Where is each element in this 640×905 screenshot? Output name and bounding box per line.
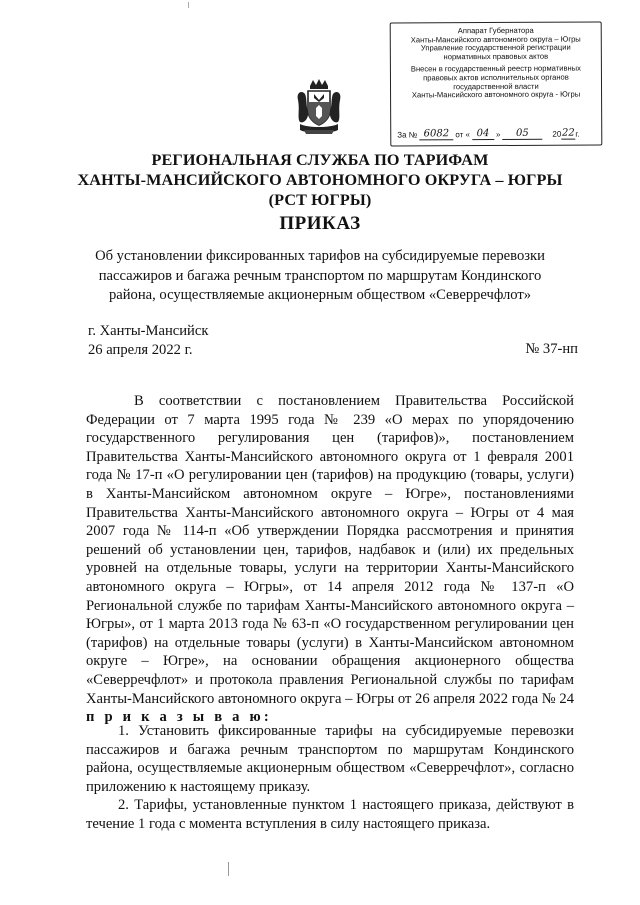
- stamp-from: от «: [455, 130, 470, 140]
- subject-line: района, осуществляемые акционерным обществом «Северречфлот»: [108, 287, 532, 303]
- stamp-reg-prefix: За №: [397, 130, 418, 140]
- order-subject: [78, 247, 562, 306]
- stamp-reg-number: 6082: [419, 129, 453, 140]
- stamp-line: Ханты-Мансийского автономного округа – Югры: [410, 34, 581, 45]
- registration-stamp: [390, 21, 603, 146]
- agency-name-line-1: РЕГИОНАЛЬНАЯ СЛУЖБА ПО ТАРИФАМ: [151, 151, 489, 169]
- stamp-line: Внесен в государственный реестр нормативных: [410, 63, 581, 74]
- stamp-line: государственной власти: [453, 81, 539, 91]
- stamp-line: Аппарат Губернатора: [457, 25, 534, 36]
- stamp-line: нормативных правовых актов: [443, 51, 549, 62]
- scan-mark: [188, 2, 189, 8]
- stamp-year-prefix: 20: [552, 130, 562, 140]
- order-number: № 37-нп: [525, 341, 578, 357]
- stamp-line: Управление государственной регистрации: [420, 42, 571, 53]
- stamp-year-suffix: 22: [561, 127, 575, 139]
- order-item-1: 1. Установить фиксированные тарифы на субсидируемые перевозки пассажиров и багажа речным транспортом по маршрутам Кондинского района, осуществляемые акционерным обществом «Северречфлот», согласно приложению к настоящему приказу.: [86, 723, 574, 795]
- stamp-quote: »: [495, 130, 501, 140]
- document-type-title: ПРИКАЗ: [279, 213, 361, 234]
- order-item-2: 2. Тарифы, установленные пунктом 1 настоящего приказа, действуют в течение 1 года с момента вступления в силу настоящего приказа.: [86, 797, 574, 832]
- scan-mark: [228, 862, 229, 876]
- place-of-issue: г. Ханты-Мансийск: [88, 323, 209, 339]
- subject-line: пассажиров и багажа речным транспортом по маршрутам Кондинского: [98, 267, 542, 284]
- coat-of-arms-icon: [294, 78, 344, 136]
- stamp-g: г.: [575, 129, 580, 139]
- stamp-line: правовых актов исполнительных органов: [423, 72, 569, 83]
- preamble: [86, 392, 574, 727]
- agency-abbreviation: (РСТ ЮГРЫ): [268, 191, 372, 209]
- preamble-text: В соответствии с постановлением Правительства Российской Федерации от 7 марта 1995 года № 239 «О мерах по упорядочению государственного регулирования цен (тарифов)», постановлением Правительства Ханты-Мансийского автономного округа от 1 февраля 2001 года № 17-п «О регулировании цен (тарифов) на продукцию (товары, услуги) в Ханты-Мансийском автономном округе – Югре», постановлениями Правительства Ханты-Мансийского автономного округа – Югры от 4 мая 2007 года № 114-п «Об утверждении Порядка рассмотрения и принятия решений об установлении цен, тарифов, надбавок и (или) их предельных уровней на отдельные товары, услуги на территории Ханты-Мансийского автономного округа – Югры», от 14 апреля 2012 года № 137-п «О Региональной службе по тарифам Ханты-Мансийского автономного округа – Югры», от 1 марта 2013 года № 63-п «О государственном регулировании цен (тарифов) на отдельные товары (услуги) в Ханты-Мансийском автономном округе – Югре», на основании обращения акционерного общества «Северречфлот» и протокола правления Региональной службы по тарифам Ханты-Мансийского автономного округа – Югры от 26 апреля 2022 года № 24: [86, 393, 574, 707]
- stamp-line: Ханты-Мансийского автономного округа - Югры: [411, 89, 581, 100]
- stamp-day: 04: [472, 129, 494, 140]
- order-verb: п р и к а з ы в а ю:: [86, 709, 272, 726]
- order-items: [86, 722, 574, 834]
- subject-line: Об установлении фиксированных тарифов на субсидируемые перевозки: [95, 248, 545, 264]
- agency-name-line-2: ХАНТЫ-МАНСИЙСКОГО АВТОНОМНОГО ОКРУГА – ЮГРЫ: [77, 171, 563, 189]
- stamp-registration-row: [397, 128, 597, 140]
- order-date: 26 апреля 2022 г.: [88, 342, 193, 358]
- stamp-month: 05: [502, 129, 542, 140]
